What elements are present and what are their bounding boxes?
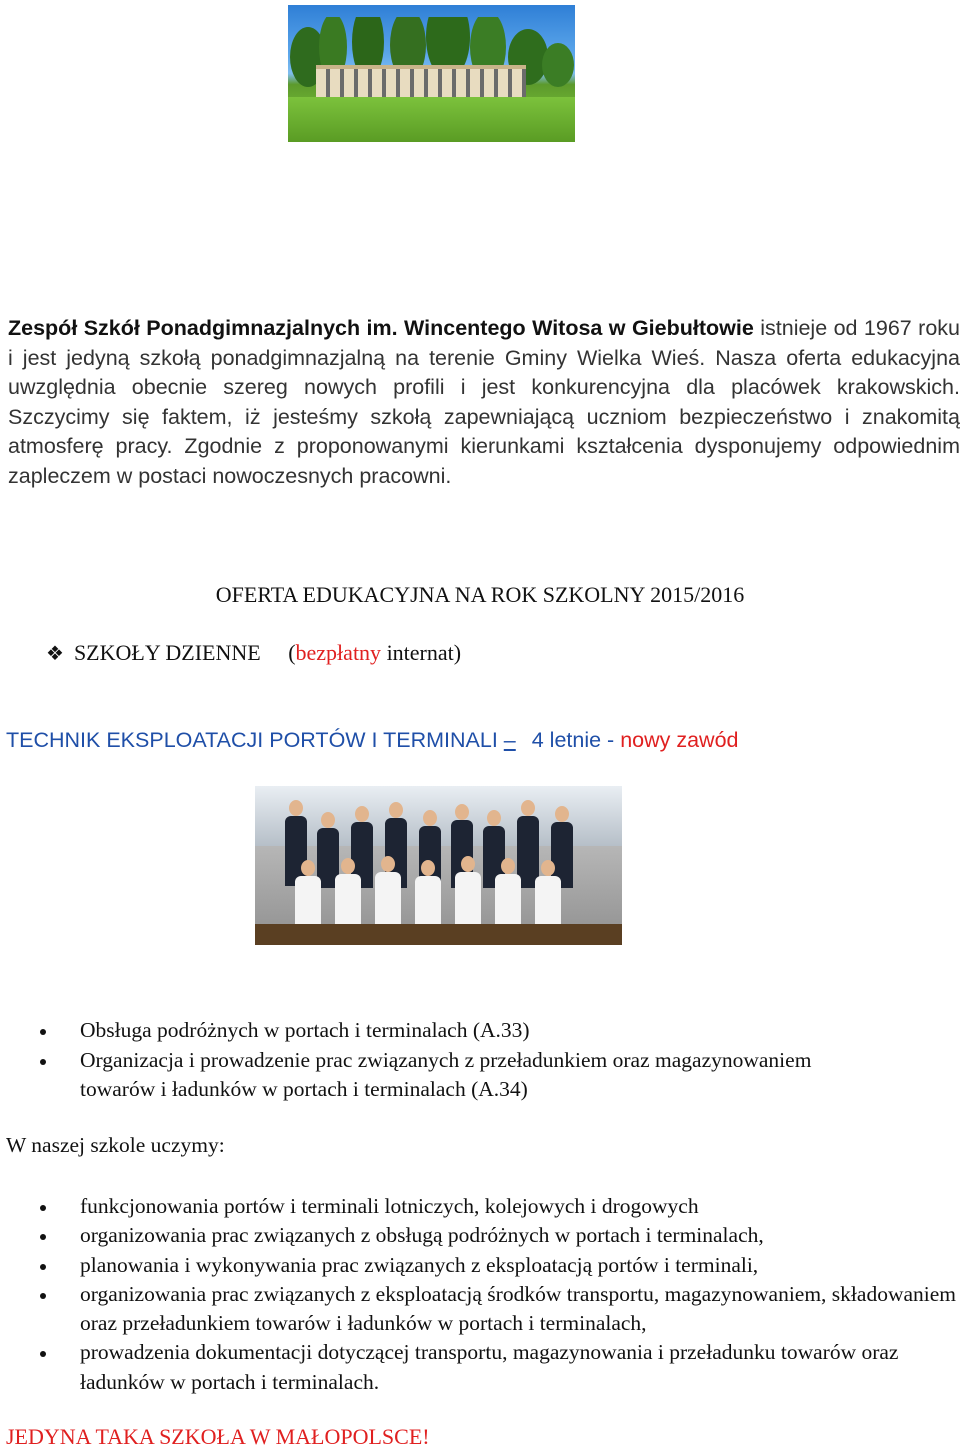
- list-item: [38, 1046, 840, 1105]
- student-head: [423, 810, 437, 826]
- student-head: [421, 860, 435, 876]
- student-head: [501, 858, 515, 874]
- student-head: [461, 856, 475, 872]
- student-figure: [455, 872, 481, 926]
- student-head: [555, 806, 569, 822]
- student-figure: [415, 876, 441, 926]
- student-head: [321, 812, 335, 828]
- intro-paragraph: [8, 314, 960, 491]
- list-item-text: Organizacja i prowadzenie prac związanych z przeładunkiem oraz magazynowaniem towarów i ładunków w portach i terminalach (A.34): [80, 1047, 812, 1101]
- list-item: Obsługa podróżnych w portach i terminalach (A.33): [38, 1016, 840, 1046]
- profession-name: TECHNIK EKSPLOATACJI PORTÓW I TERMINALI: [6, 728, 498, 752]
- list-item: prowadzenia dokumentacji dotyczącej transportu, magazynowania i przeładunku towarów oraz ładunków w portach i terminalach.: [38, 1338, 900, 1397]
- footer-claim: JEDYNA TAKA SZKOŁA W MAŁOPOLSCE!: [6, 1424, 430, 1449]
- new-profession-label: nowy zawód: [620, 728, 739, 752]
- internat-word: internat): [386, 640, 462, 665]
- list-item: organizowania prac związanych z eksploatacją środków transportu, magazynowaniem, składowaniem oraz przeładunkiem towarów i ładunków w portach i terminalach,: [38, 1280, 958, 1339]
- student-head: [487, 810, 501, 826]
- student-head: [389, 802, 403, 818]
- schools-line: [46, 640, 461, 666]
- qualifications-list: [38, 1016, 840, 1105]
- skills-list: [38, 1192, 958, 1397]
- intro-text: istnieje od 1967 roku i jest jedyną szkołą ponadgimnazjalną na terenie Gminy Wielka Wieś. Nasza oferta edukacyjna uwzględnia obecnie szereg nowych profili i jest konkurencyjna dla placówek krakowskich. Szczycimy się faktem, iż jesteśmy szkołą zapewniającą uczniom bezpieczeństwo i znakomitą atmosferę pracy. Zgodnie z proponowanymi kierunkami kształcenia dysponujemy odpowiednim zapleczem w postaci nowoczesnych pracowni.: [8, 316, 960, 488]
- student-head: [355, 806, 369, 822]
- list-item: organizowania prac związanych z obsługą podróżnych w portach i terminalach,: [38, 1221, 958, 1250]
- students-group-photo: [255, 786, 622, 945]
- lawn: [288, 97, 575, 142]
- open-paren: (: [288, 640, 296, 665]
- student-figure: [335, 874, 361, 926]
- list-item: planowania i wykonywania prac związanych z eksploatacją portów i terminali,: [38, 1251, 958, 1280]
- schools-label: SZKOŁY DZIENNE: [73, 640, 261, 665]
- student-head: [541, 860, 555, 876]
- diamond-bullet-icon: ❖: [46, 643, 64, 665]
- profession-heading: [6, 728, 739, 753]
- profession-years: 4 letnie -: [531, 728, 615, 752]
- student-figure: [535, 876, 561, 926]
- student-figure: [375, 872, 401, 926]
- student-figure: [295, 876, 321, 926]
- student-head: [301, 860, 315, 876]
- we-teach-heading: W naszej szkole uczymy:: [6, 1133, 225, 1157]
- school-name: Zespół Szkół Ponadgimnazjalnych im. Wincentego Witosa w Giebułtowie: [8, 316, 754, 340]
- profession-dash: –: [503, 728, 516, 752]
- student-head: [381, 856, 395, 872]
- student-head: [341, 858, 355, 874]
- free-word: bezpłatny: [295, 640, 382, 665]
- school-building-photo: [288, 5, 575, 142]
- student-head: [289, 800, 303, 816]
- student-head: [521, 800, 535, 816]
- bench: [255, 924, 622, 945]
- list-item: funkcjonowania portów i terminali lotniczych, kolejowych i drogowych: [38, 1192, 958, 1221]
- offer-title: OFERTA EDUKACYJNA NA ROK SZKOLNY 2015/2016: [215, 582, 745, 607]
- student-figure: [495, 874, 521, 926]
- student-head: [455, 804, 469, 820]
